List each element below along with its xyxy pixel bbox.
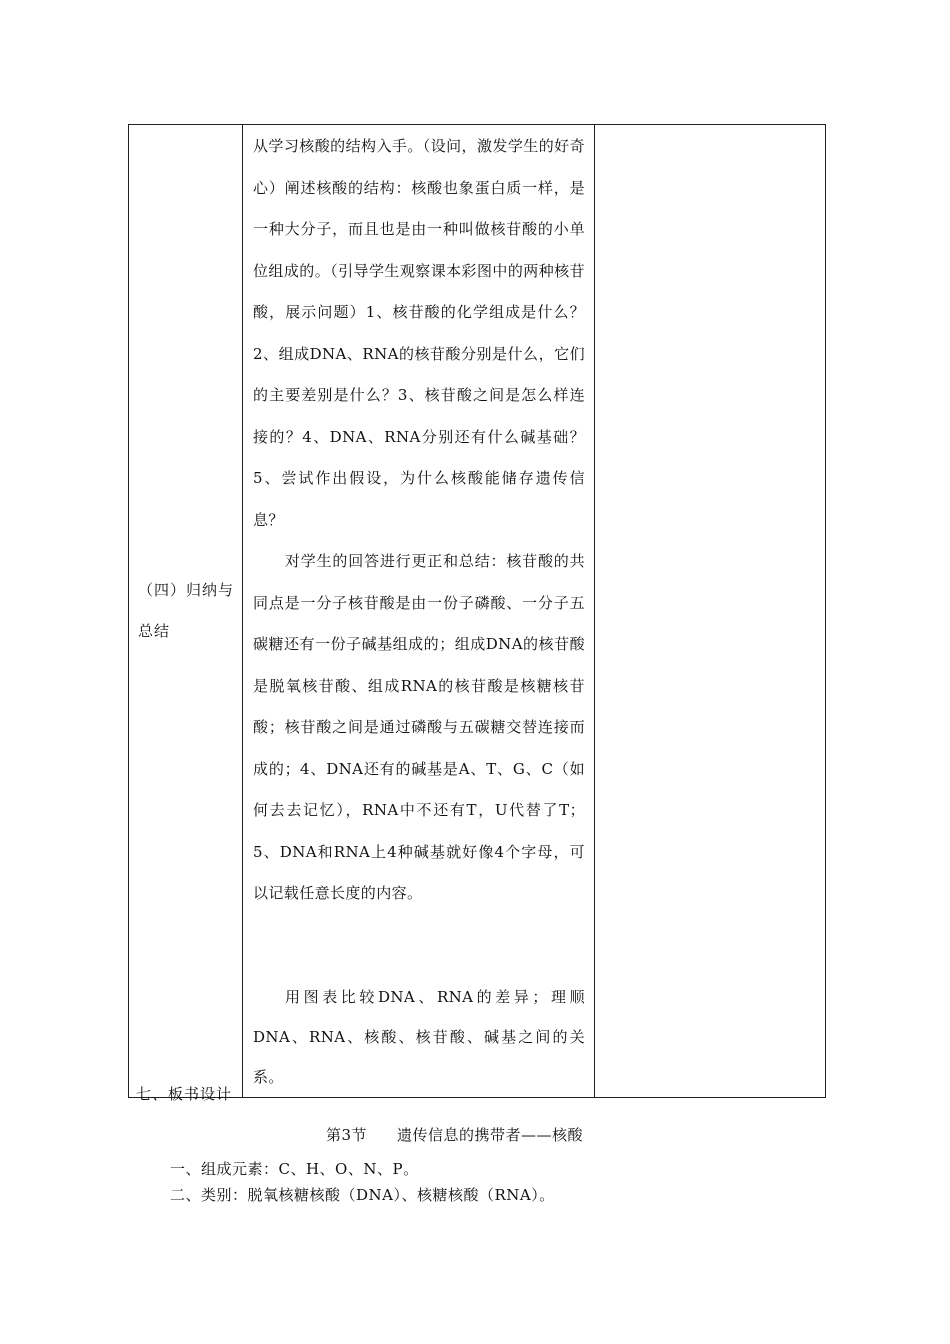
board-heading-number: 第3节 — [326, 1126, 368, 1144]
section-title: 七、板书设计 — [136, 1085, 233, 1103]
stage-cell — [129, 125, 243, 1098]
content-paragraph-1: 从学习核酸的结构入手。（设问，激发学生的好奇心）阐述核酸的结构：核酸也象蛋白质一样，是一种大分子，而且也是由一种叫做核苷酸的小单位组成的。（引导学生观察课本彩图中的两种核苷酸，展示问题）1、核苷酸的化学组成是什么？2、组成DNA、RNA的核苷酸分别是什么，它们的主要差别是什么？3、核苷酸之间是怎么样连接的？4、DNA、RNA分别还有什么碱基础？5、尝试作出假设，为什么核酸能储存遗传信息？ — [253, 137, 585, 529]
stage-label: （四）归纳与总结 — [138, 580, 235, 640]
board-line-elements: 一、组成元素：C、H、O、N、P。 — [170, 1160, 419, 1178]
lesson-table — [128, 124, 826, 1098]
content-paragraph-2: 对学生的回答进行更正和总结：核苷酸的共同点是一分子核苷酸是由一份子磷酸、一分子五碳糖还有一份子碱基组成的；组成DNA的核苷酸是脱氧核苷酸、组成RNA的核苷酸是核糖核苷酸；核苷酸之间是通过磷酸与五碳糖交替连接而成的；4、DNA还有的碱基是A、T、G、C（如何去去记忆），RNA中不还有T，U代替了T；5、DNA和RNA上4种碱基就好像4个字母，可以记载任意长度的内容。 — [253, 552, 585, 902]
board-heading-text: 遗传信息的携带者——核酸 — [397, 1126, 584, 1144]
board-line-types: 二、类别：脱氧核糖核酸（DNA）、核糖核酸（RNA）。 — [170, 1186, 555, 1204]
board-heading — [326, 1124, 583, 1145]
content-cell — [243, 125, 595, 1098]
table-row — [129, 125, 826, 1098]
content-paragraph-3: 用图表比较DNA、RNA的差异；理顺DNA、RNA、核酸、核苷酸、碱基之间的关系。 — [253, 987, 585, 1086]
notes-cell — [595, 125, 826, 1098]
